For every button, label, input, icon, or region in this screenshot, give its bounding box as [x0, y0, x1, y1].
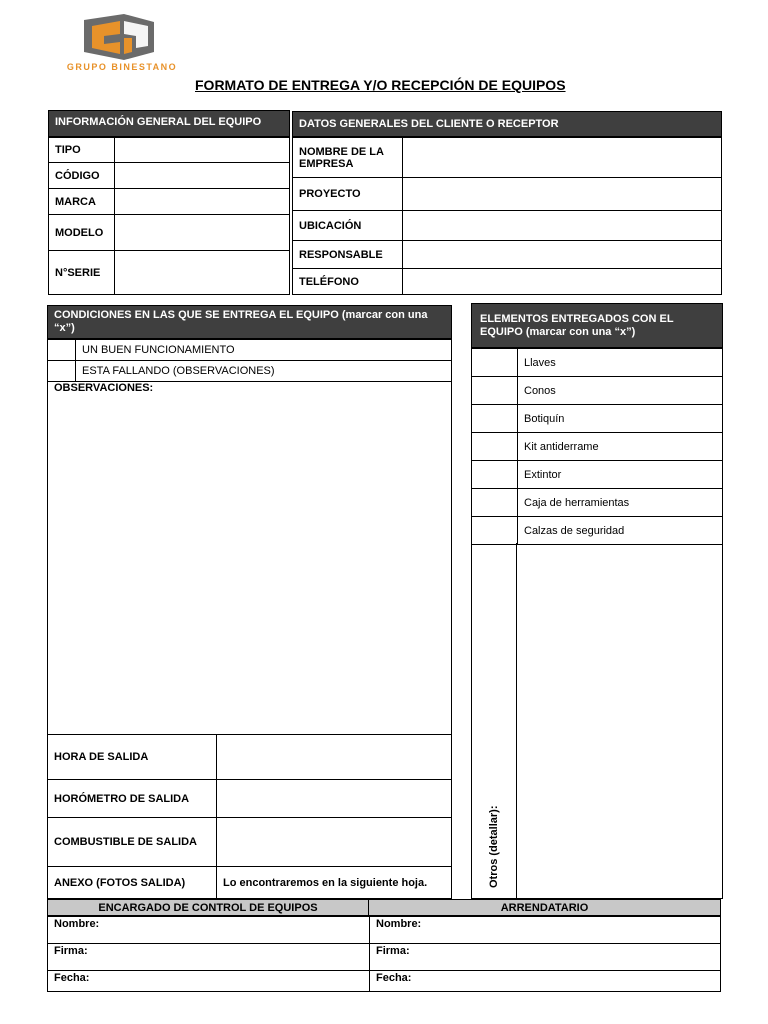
equipo-header: INFORMACIÓN GENERAL DEL EQUIPO — [48, 110, 290, 137]
elemento-caja-herramientas: Caja de herramientas — [518, 489, 723, 517]
option-esta-fallando: ESTA FALLANDO (OBSERVACIONES) — [76, 361, 452, 382]
equipo-label-tipo: TIPO — [49, 138, 115, 163]
encargado-nombre[interactable]: Nombre: — [48, 917, 370, 944]
horometro-salida-input[interactable] — [217, 780, 452, 818]
observaciones-box[interactable] — [47, 381, 452, 735]
cliente-input-empresa[interactable] — [403, 138, 722, 178]
checkbox-buen-funcionamiento[interactable] — [48, 340, 76, 361]
document-title: FORMATO DE ENTREGA Y/O RECEPCIÓN DE EQUIPOS — [195, 77, 566, 93]
arrendatario-nombre[interactable]: Nombre: — [370, 917, 721, 944]
equipo-label-marca: MARCA — [49, 189, 115, 215]
arrendatario-header: ARRENDATARIO — [369, 899, 721, 916]
hora-salida-input[interactable] — [217, 735, 452, 780]
cliente-label-ubicacion: UBICACIÓN — [293, 211, 403, 241]
logo-company-name: GRUPO BINESTANO — [66, 62, 178, 72]
anexo-label: ANEXO (FOTOS SALIDA) — [48, 867, 217, 899]
elemento-calzas-seguridad: Calzas de seguridad — [518, 517, 723, 545]
cliente-label-telefono: TELÉFONO — [293, 269, 403, 295]
checkbox-calzas-seguridad[interactable] — [472, 517, 518, 545]
checkbox-caja-herramientas[interactable] — [472, 489, 518, 517]
otros-label: Otros (detallar): — [488, 805, 500, 888]
checkbox-esta-fallando[interactable] — [48, 361, 76, 382]
encargado-firma[interactable]: Firma: — [48, 944, 370, 971]
elemento-botiquin: Botiquín — [518, 405, 723, 433]
cliente-header: DATOS GENERALES DEL CLIENTE O RECEPTOR — [292, 111, 722, 137]
elemento-llaves: Llaves — [518, 349, 723, 377]
combustible-salida-label: COMBUSTIBLE DE SALIDA — [48, 818, 217, 867]
horometro-salida-label: HORÓMETRO DE SALIDA — [48, 780, 217, 818]
encargado-fecha[interactable]: Fecha: — [48, 971, 370, 992]
observaciones-label: OBSERVACIONES: — [54, 382, 154, 394]
equipo-input-serie[interactable] — [115, 251, 290, 295]
elemento-extintor: Extintor — [518, 461, 723, 489]
cliente-input-responsable[interactable] — [403, 241, 722, 269]
cliente-label-proyecto: PROYECTO — [293, 178, 403, 211]
equipo-input-codigo[interactable] — [115, 163, 290, 189]
checkbox-llaves[interactable] — [472, 349, 518, 377]
equipo-input-modelo[interactable] — [115, 215, 290, 251]
cliente-label-responsable: RESPONSABLE — [293, 241, 403, 269]
checkbox-conos[interactable] — [472, 377, 518, 405]
arrendatario-firma[interactable]: Firma: — [370, 944, 721, 971]
cliente-input-telefono[interactable] — [403, 269, 722, 295]
company-logo — [62, 12, 182, 76]
elemento-kit-antiderrame: Kit antiderrame — [518, 433, 723, 461]
encargado-header: ENCARGADO DE CONTROL DE EQUIPOS — [47, 899, 369, 916]
otros-label-cell — [471, 543, 517, 899]
combustible-salida-input[interactable] — [217, 818, 452, 867]
elemento-conos: Conos — [518, 377, 723, 405]
logo-mark-icon — [62, 12, 182, 62]
checkbox-botiquin[interactable] — [472, 405, 518, 433]
equipo-input-marca[interactable] — [115, 189, 290, 215]
equipo-input-tipo[interactable] — [115, 138, 290, 163]
equipo-label-serie: N°SERIE — [49, 251, 115, 295]
elementos-header: ELEMENTOS ENTREGADOS CON EL EQUIPO (marcar con una “x”) — [471, 303, 723, 348]
condiciones-options — [47, 339, 452, 382]
cliente-label-empresa: NOMBRE DE LA EMPRESA — [293, 138, 403, 178]
hora-salida-label: HORA DE SALIDA — [48, 735, 217, 780]
equipo-label-modelo: MODELO — [49, 215, 115, 251]
cliente-table — [292, 137, 722, 295]
arrendatario-fecha[interactable]: Fecha: — [370, 971, 721, 992]
cliente-input-ubicacion[interactable] — [403, 211, 722, 241]
elementos-table — [471, 348, 723, 545]
equipo-label-codigo: CÓDIGO — [49, 163, 115, 189]
anexo-value: Lo encontraremos en la siguiente hoja. — [217, 867, 452, 899]
otros-detalle-input[interactable] — [516, 543, 723, 899]
cliente-input-proyecto[interactable] — [403, 178, 722, 211]
checkbox-kit-antiderrame[interactable] — [472, 433, 518, 461]
checkbox-extintor[interactable] — [472, 461, 518, 489]
firmas-table — [47, 916, 721, 992]
condiciones-header: CONDICIONES EN LAS QUE SE ENTREGA EL EQUIPO (marcar con una “x”) — [47, 305, 452, 339]
equipo-table — [48, 137, 290, 295]
salida-table — [47, 734, 452, 899]
option-buen-funcionamiento: UN BUEN FUNCIONAMIENTO — [76, 340, 452, 361]
